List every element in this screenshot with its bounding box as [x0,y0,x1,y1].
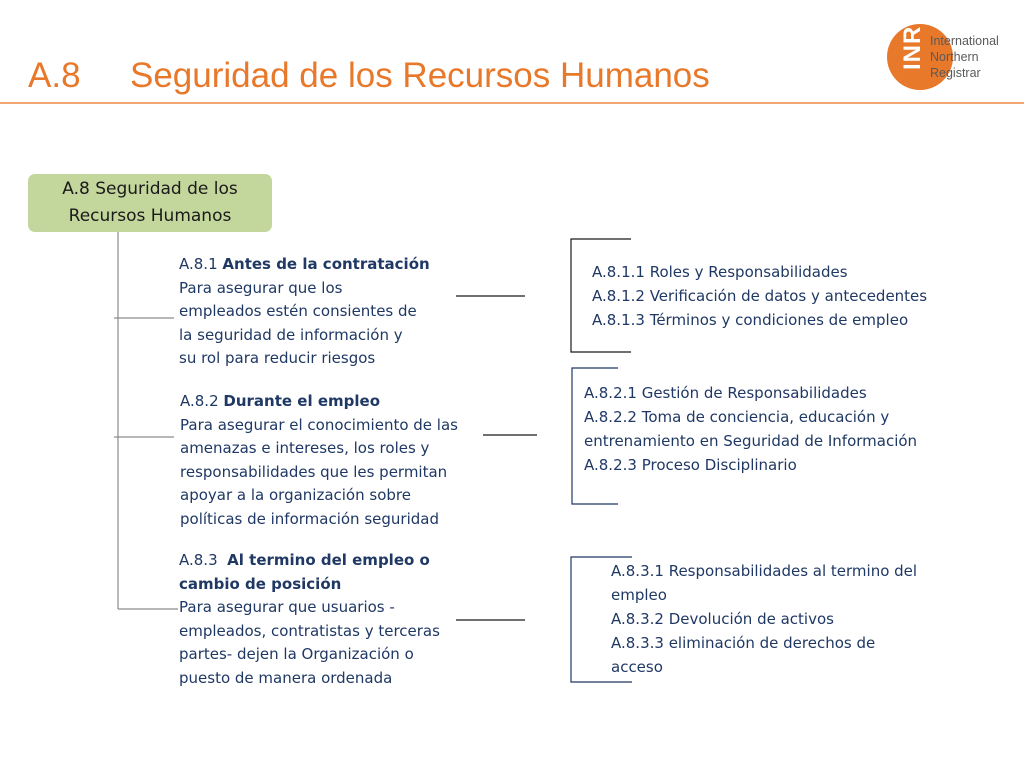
section-a81 [179,253,430,371]
controls-a81 [592,260,927,332]
root-node-line2: Recursos Humanos [68,206,232,226]
control-item: A.8.1.2 Verificación de datos y antecedentes [592,287,928,305]
section-a82 [180,390,458,531]
logo-line-international: International [930,34,999,48]
section-a82-desc-line: responsabilidades que les permitan [180,462,448,481]
section-a83-heading-cont [179,573,440,597]
root-node [28,174,272,232]
section-a82-title: Durante el empleo [223,392,380,410]
section-a81-desc-line: la seguridad de información y [179,325,403,344]
section-a81-code: A.8.1 [179,255,218,273]
section-a83-heading [179,549,440,573]
section-a81-desc-line: empleados estén consientes de [179,302,417,320]
control-item: A.8.2.2 Toma de conciencia, educación y [584,408,890,426]
control-item: A.8.2.3 Proceso Disciplinario [584,456,797,474]
control-item: A.8.1.1 Roles y Responsabilidades [592,263,848,281]
section-a82-desc-line: apoyar a la organización sobre [180,486,411,504]
section-a81-title: Antes de la contratación [222,255,430,273]
controls-a83 [611,559,917,679]
section-a82-desc-line: políticas de información seguridad [180,509,439,528]
section-a82-desc-line: amenazas e intereses, los roles y [180,439,430,457]
logo-mark: INR [899,25,926,70]
section-a83-desc-line: puesto de manera ordenada [179,668,393,687]
control-item: A.8.3.3 eliminación de derechos de [611,634,876,652]
control-item: entrenamiento en Seguridad de Información [584,432,918,450]
controls-a82 [584,381,917,477]
page-title-text: Seguridad de los Recursos Humanos [130,56,710,95]
control-item: A.8.2.1 Gestión de Responsabilidades [584,384,867,402]
control-item: A.8.3.1 Responsabilidades al termino del [611,562,918,580]
logo-line-northern: Northern [930,50,979,64]
section-a83-desc-line: Para asegurar que usuarios - [179,598,395,616]
control-item: A.8.3.2 Devolución de activos [611,610,834,628]
section-a83 [179,549,440,690]
control-item: empleo [611,586,667,604]
section-a83-desc-line: empleados, contratistas y terceras [179,621,440,640]
section-a81-heading [179,253,430,277]
logo-line-registrar: Registrar [930,66,981,80]
page-title-number: A.8 [28,56,81,95]
section-a82-desc-line: Para asegurar el conocimiento de las [180,415,458,434]
section-a83-title-line2: cambio de posición [179,574,342,593]
control-item: acceso [611,658,663,676]
control-item: A.8.1.3 Términos y condiciones de empleo [592,311,909,329]
section-a83-code: A.8.3 [179,551,218,569]
root-node-line1: A.8 Seguridad de los [62,179,238,199]
section-a82-heading [180,390,458,414]
section-a82-code: A.8.2 [180,392,219,410]
section-a81-desc-line: su rol para reducir riesgos [179,349,376,367]
section-a83-title: Al termino del empleo o [227,551,430,569]
section-a83-desc-line: partes- dejen la Organización o [179,645,414,663]
section-a81-desc-line: Para asegurar que los [179,278,343,297]
